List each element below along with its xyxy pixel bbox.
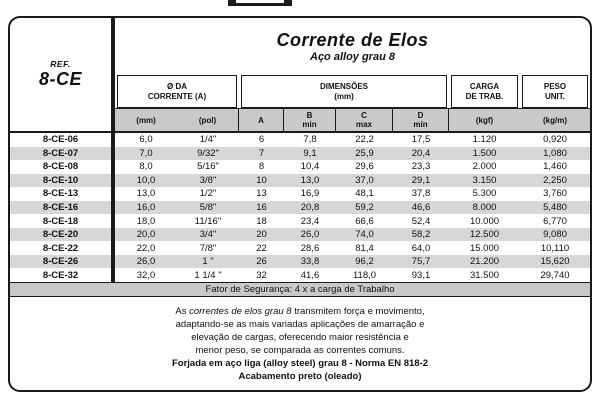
ref-code: 8-CE	[38, 69, 82, 89]
cell-d: 46,6	[411, 202, 431, 213]
table-row	[115, 255, 590, 269]
safety-factor-text: Fator de Segurança: 4 x a carga de Trabalho	[205, 284, 395, 295]
table-row	[115, 228, 590, 242]
group-header-text: CARGA	[469, 81, 500, 91]
ref-cell-text: 8-CE-06	[42, 134, 79, 146]
cell-kgm: 29,740	[540, 269, 570, 281]
cell-kgm: 0,920	[543, 134, 567, 146]
cell-mm: 8,0	[139, 161, 153, 173]
cell-c: 29,6	[355, 161, 374, 173]
cell-kgf: 31.500	[469, 269, 500, 281]
cell-d: 75,7	[411, 256, 431, 268]
group-header-text: Ø DA	[167, 81, 187, 91]
cell-c: 118,0	[352, 269, 377, 281]
cell-c: 74,0	[355, 229, 374, 241]
ref-header	[10, 18, 111, 133]
cell-mm: 22,0	[136, 242, 156, 254]
cell-a: 22	[256, 242, 267, 254]
description-line: elevação de cargas, oferecendo maior resistência e	[191, 331, 409, 343]
cell-kgf: 21.200	[469, 256, 500, 268]
ref-cell	[10, 160, 111, 174]
cell-c: 96,2	[355, 256, 374, 268]
ref-cell	[10, 187, 111, 201]
cell-a: 6	[258, 134, 265, 146]
group-header-text: CORRENTE (A)	[147, 91, 207, 101]
description-text: transmitem força e movimento,	[291, 305, 425, 317]
cell-b: 23,4	[300, 215, 320, 227]
subheader-text: (kg/m)	[543, 115, 567, 125]
top-strip	[0, 0, 600, 16]
cell-b: 7,8	[303, 134, 317, 146]
subheader-kgf	[449, 109, 520, 131]
spec-card	[8, 16, 592, 392]
cell-mm: 26,0	[136, 256, 156, 268]
cell-pol: 5/8"	[199, 202, 217, 213]
description-line-finish: Acabamento preto (oleado)	[238, 370, 362, 382]
cell-pol: 3/4"	[199, 229, 217, 241]
cell-b: 26,0	[300, 229, 320, 241]
cell-pol: 1/4"	[199, 134, 217, 146]
cell-mm: 16,0	[136, 202, 156, 213]
description-line-standard: Forjada em aço liga (alloy steel) grau 8 - Norma EN 818-2	[171, 357, 429, 369]
cell-mm: 32,0	[136, 269, 156, 281]
table-body	[115, 133, 590, 282]
cell-b: 16,9	[300, 188, 320, 200]
cell-pol: 11/16"	[194, 215, 222, 227]
cell-d: 20,4	[411, 147, 431, 159]
ref-cell-text: 8-CE-32	[42, 269, 79, 281]
cell-kgm: 3,760	[543, 188, 567, 200]
cell-kgm: 9,080	[543, 229, 567, 241]
group-header-text: PESO	[543, 81, 567, 91]
ref-cell-text: 8-CE-13	[42, 188, 79, 200]
cell-kgf: 1.120	[472, 134, 497, 146]
subheader-pol	[177, 109, 239, 131]
ref-cell	[10, 133, 111, 147]
description-line: menor peso, se comparada as correntes comuns.	[195, 344, 405, 356]
subheader-a	[239, 109, 284, 131]
cell-c: 66,6	[355, 215, 374, 227]
cell-c: 48,1	[355, 188, 374, 200]
ref-cell-text: 8-CE-20	[42, 229, 79, 241]
chain-link-fragment-icon	[228, 0, 292, 6]
cell-b: 9,1	[303, 147, 317, 159]
subheader-b-min	[284, 109, 336, 131]
cell-pol: 7/8"	[199, 242, 217, 254]
cell-mm: 6,0	[139, 134, 153, 146]
cell-pol: 1 1/4 "	[194, 269, 222, 281]
group-header-text: (mm)	[334, 91, 354, 101]
spec-table	[10, 18, 590, 282]
cell-c: 59,2	[355, 202, 374, 213]
cell-kgm: 15,620	[540, 256, 570, 268]
cell-d: 93,1	[411, 269, 431, 281]
cell-mm: 13,0	[136, 188, 156, 200]
cell-mm: 7,0	[139, 147, 153, 159]
cell-pol: 1/2"	[199, 188, 217, 200]
cell-kgf: 2.000	[472, 161, 497, 173]
ref-panel	[10, 18, 115, 282]
table-row	[115, 174, 590, 188]
subheader-text: max	[355, 120, 372, 129]
subheader-text: (pol)	[198, 115, 217, 125]
cell-a: 18	[256, 215, 267, 227]
ref-cell-text: 8-CE-16	[42, 202, 79, 213]
table-row	[115, 268, 590, 282]
cell-pol: 5/16"	[197, 161, 219, 173]
group-header-diameter	[117, 75, 237, 108]
cell-a: 32	[256, 269, 267, 281]
subheader-text: (kgf)	[475, 115, 494, 125]
group-header-text: DIMENSÕES	[319, 81, 368, 91]
table-row	[115, 160, 590, 174]
cell-pol: 9/32"	[197, 147, 219, 159]
title-block	[115, 18, 590, 74]
cell-mm: 10,0	[136, 174, 156, 186]
ref-cell-text: 8-CE-08	[42, 161, 79, 173]
page-subtitle: Aço alloy grau 8	[310, 50, 395, 63]
cell-a: 26	[256, 256, 267, 268]
ref-code-column	[10, 133, 111, 282]
subheader-text: min	[413, 120, 428, 129]
cell-a: 7	[258, 147, 265, 159]
cell-b: 41,6	[300, 269, 320, 281]
cell-kgm: 1,080	[543, 147, 567, 159]
ref-cell	[10, 255, 111, 269]
cell-kgm: 1,460	[543, 161, 567, 173]
cell-b: 33,8	[300, 256, 320, 268]
cell-kgm: 10,110	[540, 242, 570, 254]
cell-c: 22,2	[355, 134, 374, 146]
table-row	[115, 241, 590, 255]
cell-kgf: 10.000	[469, 215, 500, 227]
description-line: adaptando-se as mais variadas aplicações de amarração e	[175, 318, 425, 330]
cell-d: 58,2	[411, 229, 431, 241]
cell-b: 10,4	[300, 161, 320, 173]
cell-b: 13,0	[300, 174, 320, 186]
subheader-kgm	[520, 109, 590, 131]
ref-label: REF.	[50, 59, 71, 69]
safety-factor-note	[10, 282, 590, 297]
description-line	[175, 305, 424, 318]
ref-cell	[10, 228, 111, 242]
ref-cell-text: 8-CE-26	[42, 256, 79, 268]
cell-a: 13	[256, 188, 267, 200]
cell-a: 20	[256, 229, 267, 241]
cell-d: 17,5	[411, 134, 431, 146]
group-header-unit-weight	[522, 75, 588, 108]
subheader-row	[115, 108, 590, 133]
subheader-text: A	[258, 115, 264, 125]
cell-kgm: 5,480	[543, 202, 567, 213]
group-header-text: DE TRAB.	[465, 91, 504, 101]
data-panel	[115, 18, 590, 282]
ref-cell	[10, 241, 111, 255]
ref-cell	[10, 174, 111, 188]
table-row	[115, 147, 590, 161]
cell-kgf: 5.300	[472, 188, 497, 200]
subheader-text: D	[417, 111, 424, 120]
subheader-d-min	[393, 109, 449, 131]
cell-mm: 20,0	[136, 229, 156, 241]
ref-cell	[10, 147, 111, 161]
cell-d: 29,1	[411, 174, 431, 186]
ref-cell	[10, 268, 111, 282]
cell-b: 20,8	[300, 202, 320, 213]
cell-kgf: 8.000	[472, 202, 497, 213]
cell-d: 64,0	[411, 242, 431, 254]
table-row	[115, 201, 590, 215]
cell-d: 23,3	[411, 161, 431, 173]
cell-kgm: 6,770	[543, 215, 567, 227]
group-header-working-load	[451, 75, 518, 108]
table-row	[115, 187, 590, 201]
group-header-text: UNIT.	[545, 91, 565, 101]
cell-kgf: 1.500	[472, 147, 497, 159]
column-group-header-row	[115, 74, 590, 108]
cell-d: 37,8	[411, 188, 431, 200]
ref-cell-text: 8-CE-07	[42, 147, 79, 159]
cell-a: 10	[256, 174, 267, 186]
cell-c: 25,9	[355, 147, 374, 159]
cell-c: 81,4	[355, 242, 374, 254]
cell-b: 28,6	[300, 242, 320, 254]
table-row	[115, 214, 590, 228]
description-block	[10, 297, 590, 390]
cell-kgf: 3.150	[472, 174, 497, 186]
ref-cell-text: 8-CE-18	[42, 215, 79, 227]
group-header-dimensions	[241, 75, 447, 108]
page-title: Corrente de Elos	[276, 29, 429, 50]
subheader-c-max	[336, 109, 393, 131]
ref-cell-text: 8-CE-10	[42, 174, 79, 186]
subheader-text: min	[302, 120, 317, 129]
subheader-text: (mm)	[136, 115, 156, 125]
description-text: As	[175, 305, 190, 317]
subheader-mm	[115, 109, 177, 131]
cell-mm: 18,0	[136, 215, 156, 227]
cell-pol: 1 "	[202, 256, 214, 268]
subheader-text: C	[361, 111, 367, 120]
ref-cell	[10, 214, 111, 228]
table-row	[115, 133, 590, 147]
cell-pol: 3/8"	[199, 174, 217, 186]
cell-kgf: 12.500	[469, 229, 500, 241]
cell-kgf: 15.000	[469, 242, 500, 254]
cell-kgm: 2,250	[543, 174, 567, 186]
subheader-text: B	[306, 111, 313, 120]
cell-a: 8	[258, 161, 265, 173]
cell-c: 37,0	[355, 174, 374, 186]
ref-cell-text: 8-CE-22	[42, 242, 79, 254]
description-text-italic: correntes de elos grau 8	[189, 305, 292, 317]
cell-d: 52,4	[411, 215, 431, 227]
ref-cell	[10, 201, 111, 215]
cell-a: 16	[256, 202, 267, 213]
